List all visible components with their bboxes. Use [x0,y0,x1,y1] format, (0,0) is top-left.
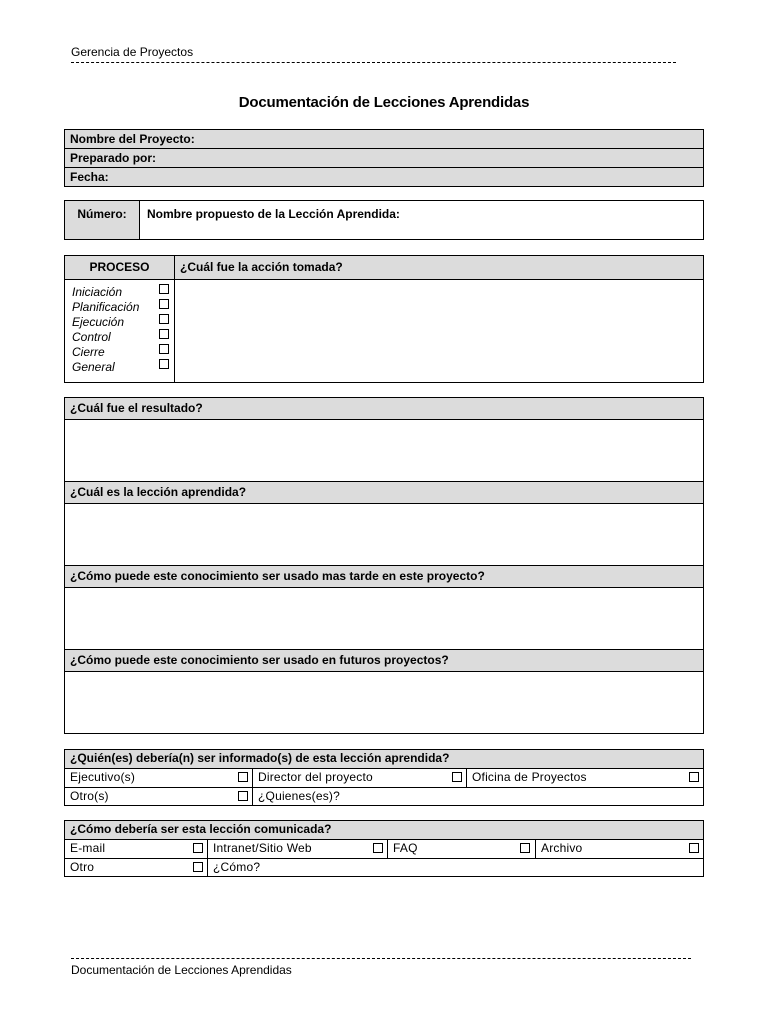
questions-table [64,397,704,734]
process-checkbox-planning[interactable] [159,299,169,309]
other-recipients-label: Otro(s) [65,788,253,806]
process-item-execution: Ejecución [72,315,125,329]
action-header: ¿Cuál fue la acción tomada? [180,260,343,274]
how-field[interactable]: ¿Cómo? [213,860,261,874]
process-header-row [65,256,703,280]
prepared-by-field[interactable]: Preparado por: [65,149,703,168]
process-table [64,255,704,383]
who-field[interactable]: ¿Quienes(es)? [258,789,340,803]
page-title: Documentación de Lecciones Aprendidas [238,94,530,111]
email-label: E-mail [65,840,208,858]
inform-header: ¿Quién(es) debería(n) ser informado(s) de esta lección aprendida? [70,751,450,765]
communication-header: ¿Cómo debería ser esta lección comunicada? [70,822,332,836]
result-question: ¿Cuál fue el resultado? [65,398,703,420]
process-checkbox-general[interactable] [159,359,169,369]
faq-checkbox[interactable] [520,843,530,853]
future-use-answer-area[interactable] [65,672,703,733]
archive-checkbox[interactable] [689,843,699,853]
process-checkbox-execution[interactable] [159,314,169,324]
header-divider [71,62,676,63]
process-item-control: Control [72,330,111,344]
footer-divider [71,958,691,959]
result-answer-area[interactable] [65,420,703,482]
inform-table [64,749,704,806]
header-text: Gerencia de Proyectos [71,45,194,59]
inform-row-2 [65,788,703,806]
intranet-checkbox[interactable] [373,843,383,853]
archive-label: Archivo [541,841,583,855]
communication-header-row [65,821,703,840]
other-channel-label: Otro [65,859,208,877]
process-checkbox-control[interactable] [159,329,169,339]
faq-label: FAQ [388,840,536,858]
future-use-question: ¿Cómo puede este conocimiento ser usado en futuros proyectos? [65,650,703,672]
communication-row-2 [65,859,703,877]
inform-header-row [65,750,703,769]
process-checkbox-closing[interactable] [159,344,169,354]
process-item-planning: Planificación [72,300,140,314]
project-director-checkbox[interactable] [452,772,462,782]
process-header: PROCESO [65,256,175,279]
later-use-question: ¿Cómo puede este conocimiento ser usado mas tarde en este proyecto? [65,566,703,588]
footer-text: Documentación de Lecciones Aprendidas [71,963,292,977]
project-office-checkbox[interactable] [689,772,699,782]
communication-row-1 [65,840,703,859]
later-use-answer-area[interactable] [65,588,703,650]
date-field[interactable]: Fecha: [70,170,109,184]
project-director-label: Director del proyecto [253,769,467,787]
communication-table [64,820,704,877]
lesson-answer-area[interactable] [65,504,703,566]
lesson-question: ¿Cuál es la lección aprendida? [65,482,703,504]
executives-checkbox[interactable] [238,772,248,782]
process-item-initiation: Iniciación [72,285,123,299]
process-list [65,280,175,382]
process-item-closing: Cierre [72,345,105,359]
inform-row-1 [65,769,703,788]
other-recipients-checkbox[interactable] [238,791,248,801]
lesson-name-field[interactable]: Nombre propuesto de la Lección Aprendida: [147,207,400,221]
other-channel-checkbox[interactable] [193,862,203,872]
email-checkbox[interactable] [193,843,203,853]
project-info-table [64,129,704,187]
intranet-label: Intranet/Sitio Web [208,840,388,858]
lesson-name-table [64,200,704,240]
process-checkbox-initiation[interactable] [159,284,169,294]
executives-label: Ejecutivo(s) [65,769,253,787]
number-field[interactable]: Número: [65,201,140,239]
project-name-field[interactable]: Nombre del Proyecto: [65,130,703,149]
project-office-label: Oficina de Proyectos [472,770,587,784]
process-item-general: General [72,360,115,374]
